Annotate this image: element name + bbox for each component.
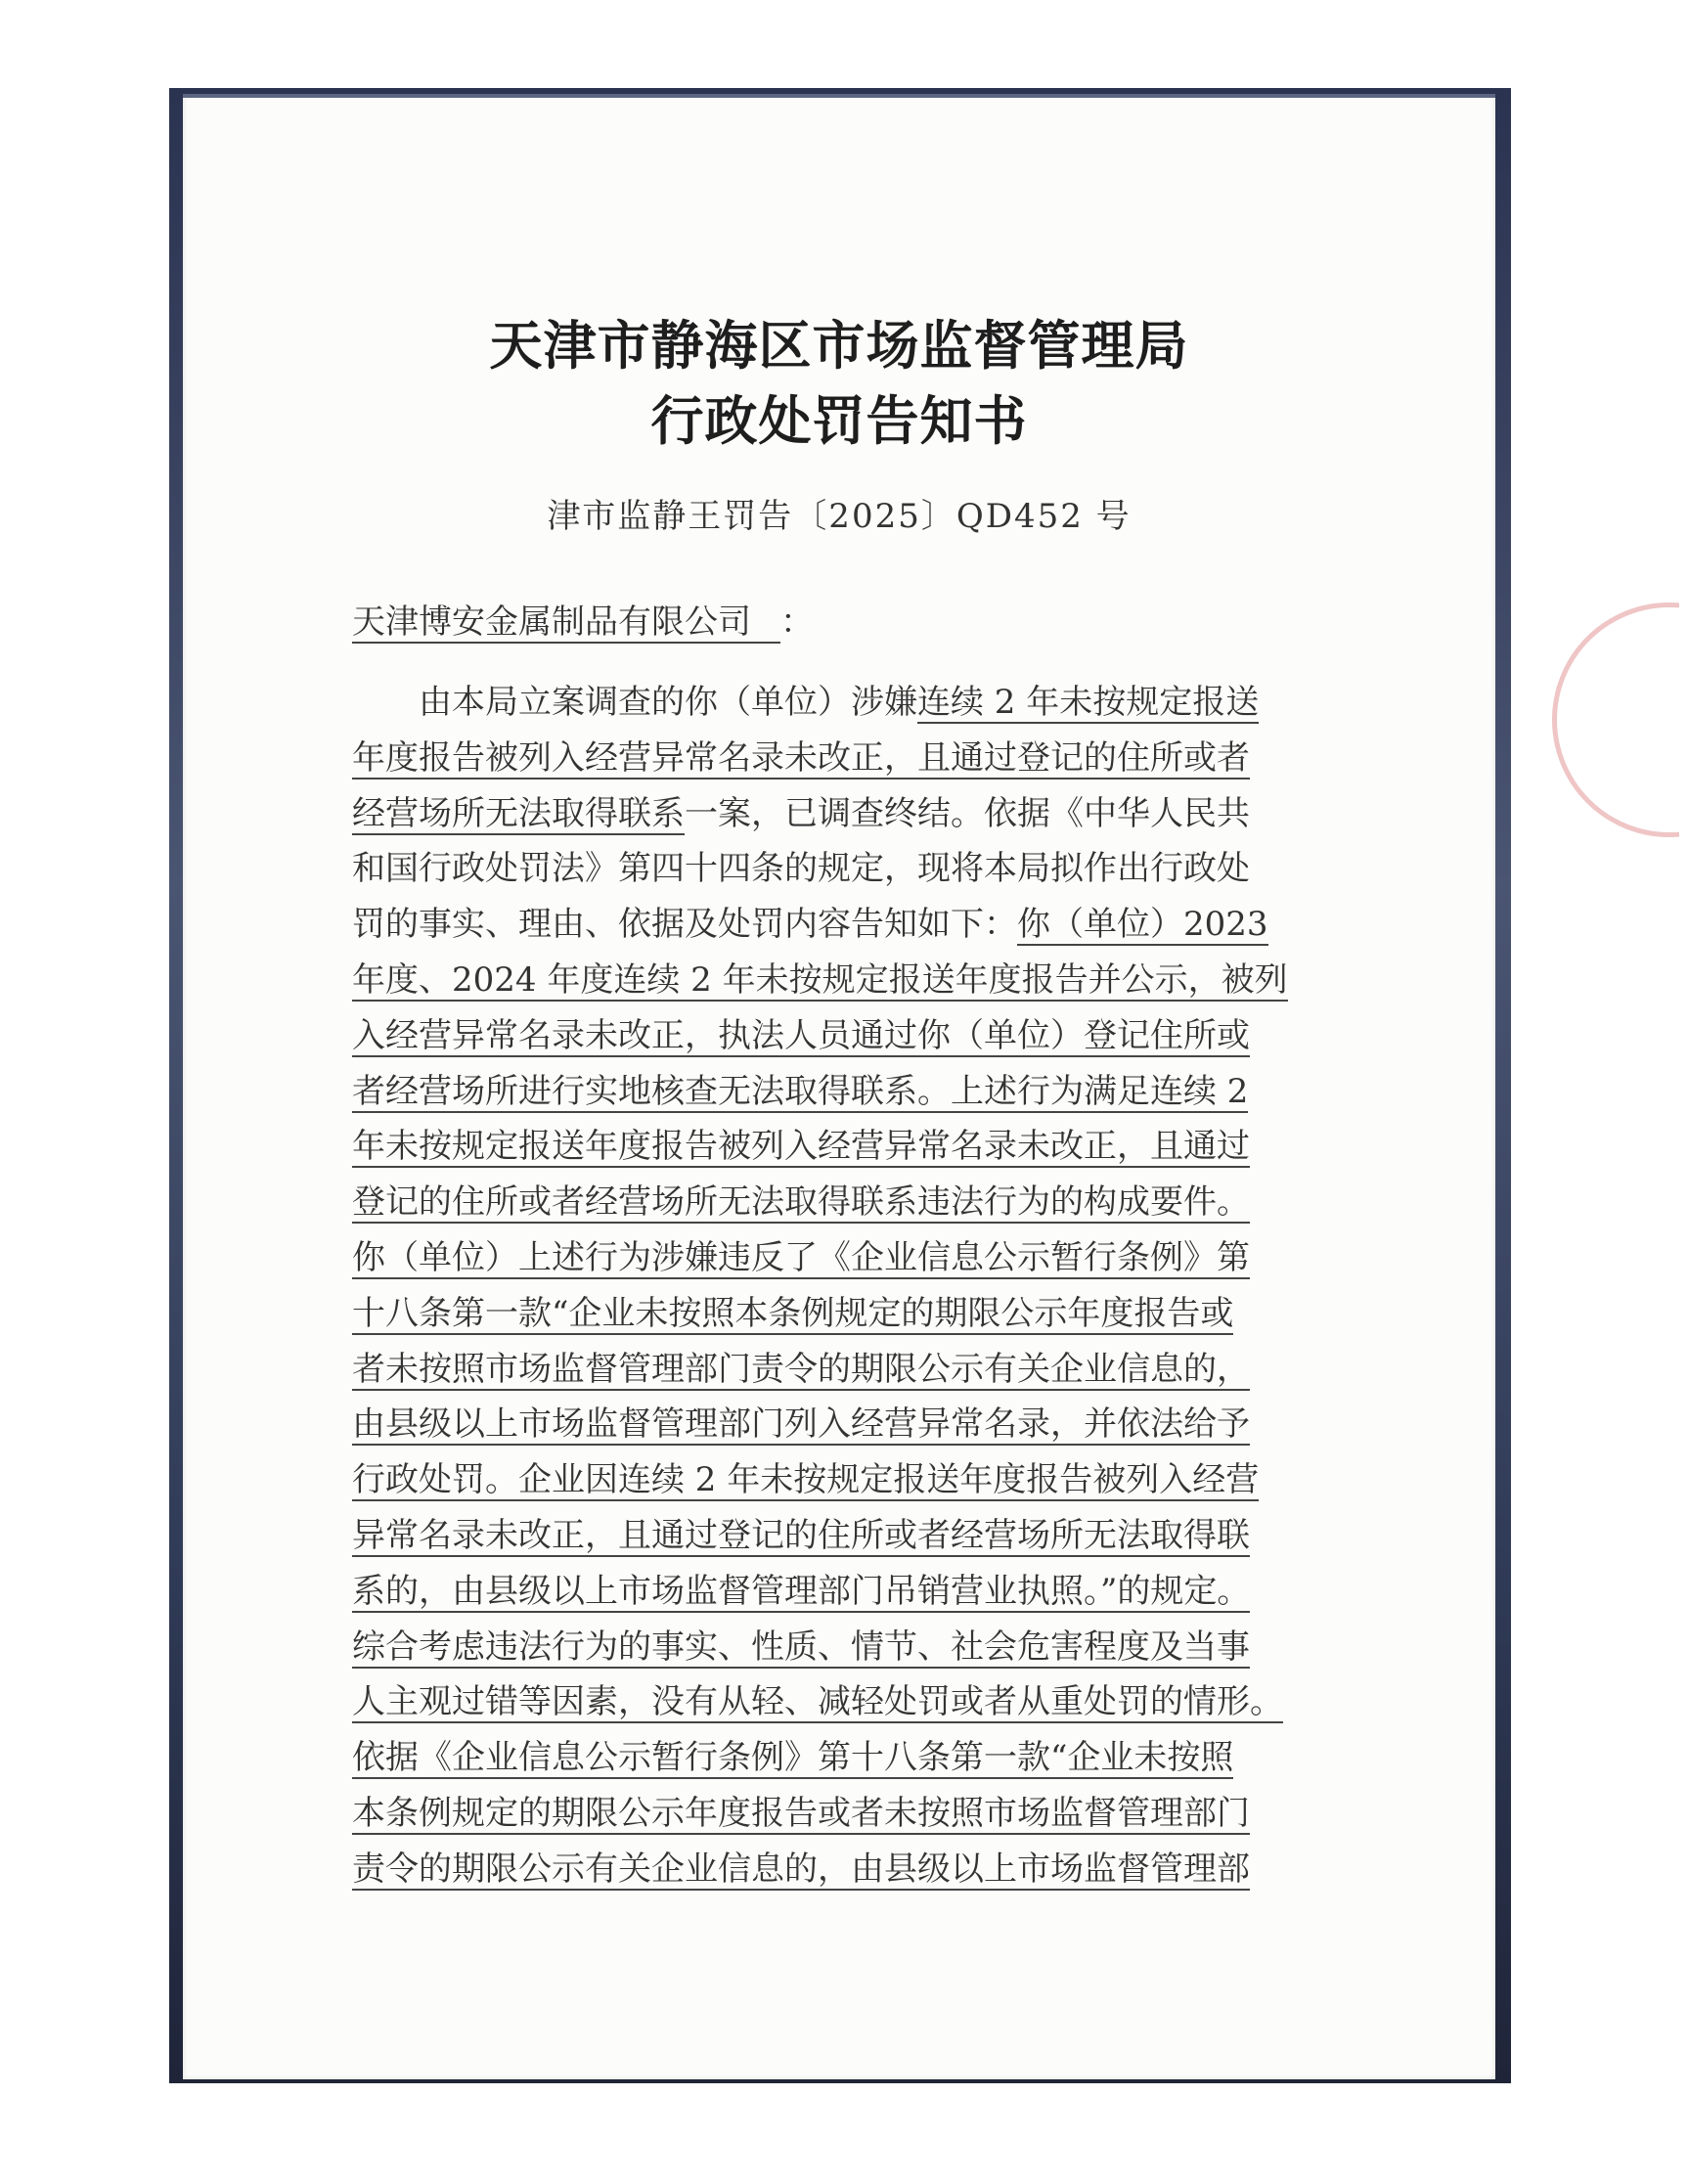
recipient-name: 天津博安金属制品有限公司	[352, 602, 780, 644]
underlined-text: 者未按照市场监督管理部门责令的期限公示有关企业信息的，	[352, 1349, 1250, 1389]
underlined-text: 年度报告被列入经营异常名录未改正，且通过登记的住所或者	[352, 737, 1250, 778]
recipient-line	[352, 595, 814, 643]
body-line	[352, 1452, 1320, 1508]
body-line	[352, 1286, 1320, 1342]
underlined-text: 经营场所无法取得联系	[352, 793, 685, 833]
body-line	[352, 1786, 1320, 1842]
underlined-text: 年未按规定报送年度报告被列入经营异常名录未改正，且通过	[352, 1127, 1250, 1167]
official-seal-fragment	[1552, 602, 1679, 837]
recipient-colon: ：	[780, 602, 814, 642]
body-line	[352, 1397, 1320, 1452]
body-line	[352, 1119, 1320, 1175]
underlined-text: 年度、2024 年度连续 2 年未按规定报送年度报告并公示，被列	[352, 959, 1288, 1000]
body-line	[352, 1064, 1320, 1120]
underlined-text: 责令的期限公示有关企业信息的，由县级以上市场监督管理部	[352, 1849, 1250, 1889]
document-number: 津市监静王罚告〔2025〕QD452 号	[547, 497, 1132, 536]
underlined-text: 综合考虑违法行为的事实、性质、情节、社会危害程度及当事	[352, 1627, 1250, 1667]
body-line	[352, 841, 1320, 897]
document-title-authority: 天津市静海区市场监督管理局	[489, 314, 1189, 377]
underlined-text: 你（单位）上述行为涉嫌违反了《企业信息公示暂行条例》第	[352, 1237, 1250, 1277]
body-line	[352, 1564, 1320, 1620]
body-line	[352, 1842, 1320, 1897]
body-line	[352, 897, 1320, 953]
body-line	[352, 731, 1320, 786]
underlined-text: 由县级以上市场监督管理部门列入经营异常名录，并依法给予	[352, 1404, 1250, 1445]
underlined-text: 你（单位）2023	[1017, 905, 1268, 945]
body-line	[352, 1730, 1320, 1786]
document-title-type: 行政处罚告知书	[650, 389, 1028, 452]
body-line	[352, 675, 1320, 731]
underlined-text: 十八条第一款“企业未按照本条例规定的期限公示年度报告或	[352, 1293, 1234, 1333]
underlined-text: 入经营异常名录未改正，执法人员通过你（单位）登记住所或	[352, 1015, 1250, 1055]
underlined-text: 行政处罚。企业因连续 2 年未按规定报送年度报告被列入经营	[352, 1460, 1260, 1500]
body-text-segment: 和国行政处罚法》第四十四条的规定，现将本局拟作出行政处	[352, 849, 1250, 889]
body-text-segment: 罚的事实、理由、依据及处罚内容告知如下：	[352, 905, 1017, 945]
underlined-text: 连续 2 年未按规定报送	[917, 683, 1260, 722]
body-line	[352, 1175, 1320, 1230]
underlined-text: 本条例规定的期限公示年度报告或者未按照市场监督管理部门	[352, 1793, 1250, 1833]
underlined-text: 者经营场所进行实地核查无法取得联系。上述行为满足连续 2	[352, 1071, 1249, 1111]
body-line	[352, 1674, 1320, 1730]
body-line	[352, 953, 1320, 1008]
body-text-segment: 由本局立案调查的你（单位）涉嫌	[352, 683, 917, 722]
underlined-text: 系的，由县级以上市场监督管理部门吊销营业执照。”的规定。	[352, 1571, 1251, 1611]
body-line	[352, 786, 1320, 842]
underlined-text: 依据《企业信息公示暂行条例》第十八条第一款“企业未按照	[352, 1738, 1234, 1778]
document-page	[183, 94, 1495, 2079]
body-text-segment: 一案，已调查终结。依据《中华人民共	[685, 793, 1250, 833]
underlined-text: 人主观过错等因素，没有从轻、减轻处罚或者从重处罚的情形。	[352, 1682, 1283, 1722]
body-line	[352, 1620, 1320, 1675]
body-line	[352, 1008, 1320, 1064]
notice-body	[352, 675, 1320, 1897]
underlined-text: 异常名录未改正，且通过登记的住所或者经营场所无法取得联	[352, 1515, 1250, 1555]
body-line	[352, 1230, 1320, 1286]
underlined-text: 登记的住所或者经营场所无法取得联系违法行为的构成要件。	[352, 1182, 1250, 1223]
body-line	[352, 1342, 1320, 1398]
body-line	[352, 1508, 1320, 1564]
